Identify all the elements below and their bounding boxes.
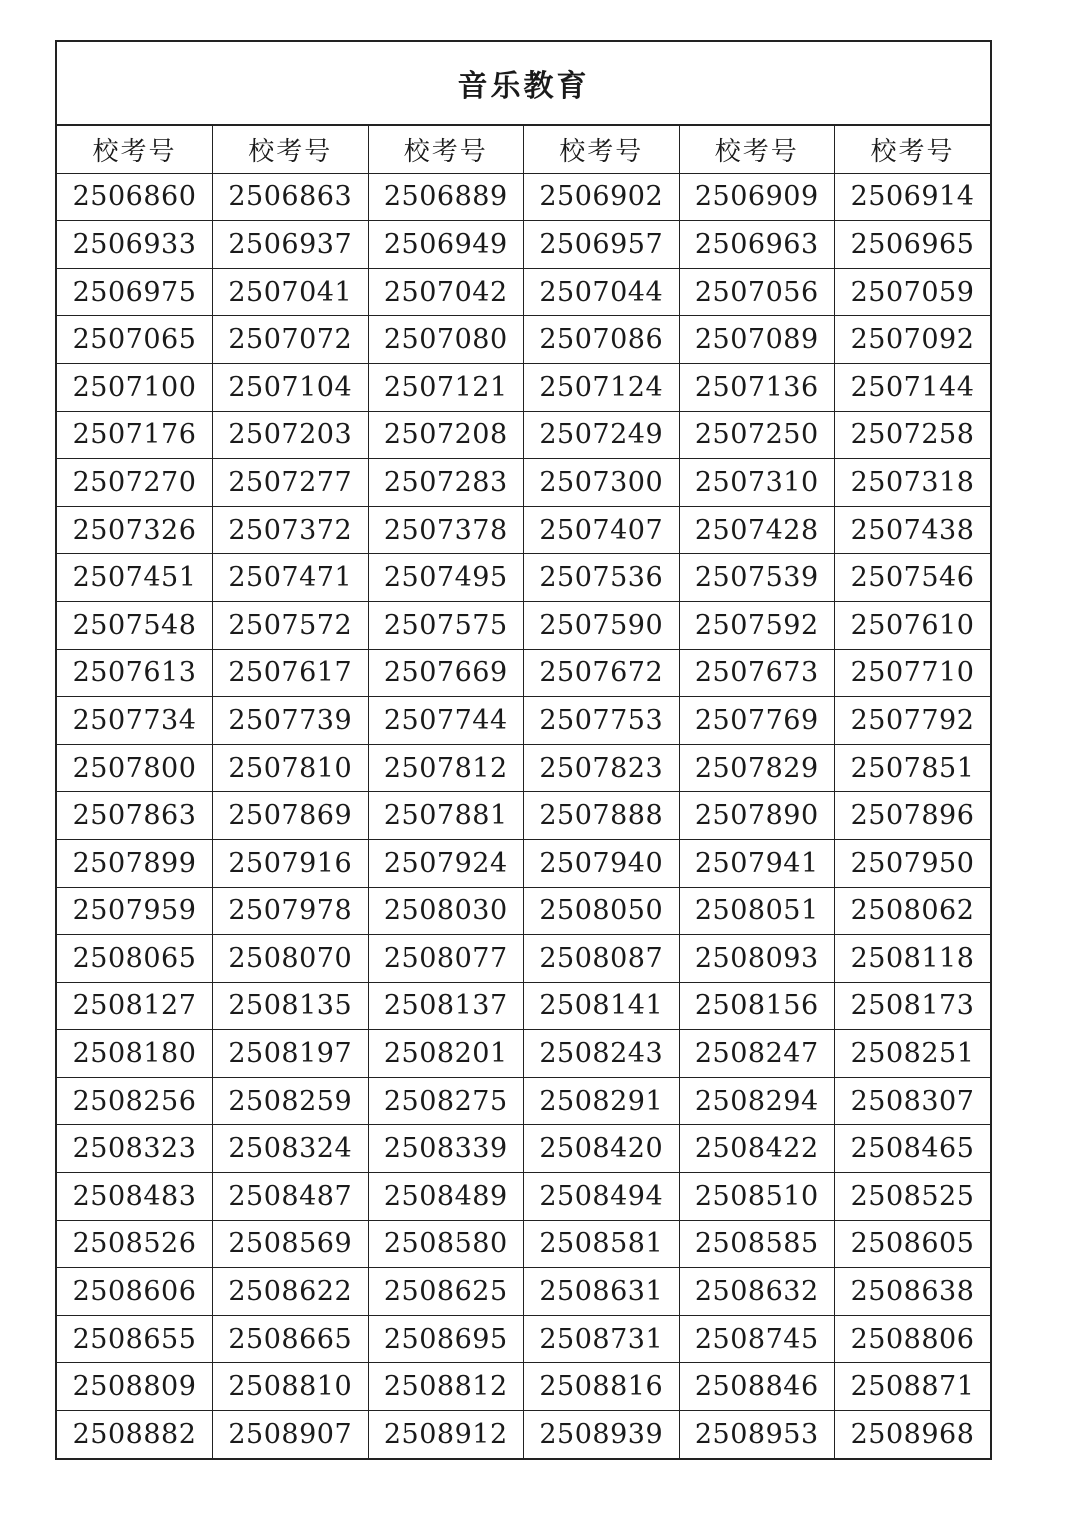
exam-number-cell: 2507769 (679, 697, 835, 745)
exam-number-cell: 2507812 (368, 744, 524, 792)
exam-number-cell: 2508324 (213, 1125, 369, 1173)
exam-number-cell: 2507100 (57, 363, 213, 411)
exam-number-cell: 2506863 (213, 173, 369, 221)
exam-number-cell: 2507959 (57, 887, 213, 935)
exam-number-cell: 2506909 (679, 173, 835, 221)
exam-number-cell: 2507092 (835, 316, 991, 364)
exam-number-cell: 2507669 (368, 649, 524, 697)
exam-number-cell: 2506937 (213, 221, 369, 269)
exam-number-cell: 2508816 (524, 1363, 680, 1411)
exam-number-cell: 2508489 (368, 1173, 524, 1221)
exam-number-cell: 2507372 (213, 506, 369, 554)
exam-number-cell: 2508256 (57, 1077, 213, 1125)
exam-number-cell: 2507753 (524, 697, 680, 745)
exam-number-cell: 2506902 (524, 173, 680, 221)
exam-number-cell: 2508526 (57, 1220, 213, 1268)
exam-number-cell: 2507572 (213, 601, 369, 649)
exam-number-cell: 2508062 (835, 887, 991, 935)
table-row (57, 697, 990, 745)
exam-number-cell: 2508695 (368, 1315, 524, 1363)
table-header (57, 126, 990, 173)
table-row (57, 1030, 990, 1078)
exam-number-cell: 2507896 (835, 792, 991, 840)
exam-number-cell: 2507539 (679, 554, 835, 602)
exam-number-cell: 2507672 (524, 649, 680, 697)
exam-number-cell: 2508939 (524, 1411, 680, 1458)
exam-number-cell: 2508665 (213, 1315, 369, 1363)
table-row (57, 1077, 990, 1125)
column-header: 校考号 (368, 126, 524, 173)
table-row (57, 1268, 990, 1316)
exam-number-cell: 2507042 (368, 268, 524, 316)
exam-number-cell: 2507800 (57, 744, 213, 792)
exam-number-cell: 2508882 (57, 1411, 213, 1458)
exam-number-cell: 2506933 (57, 221, 213, 269)
exam-number-cell: 2507176 (57, 411, 213, 459)
exam-number-cell: 2508655 (57, 1315, 213, 1363)
exam-number-cell: 2507270 (57, 459, 213, 507)
exam-number-cell: 2508968 (835, 1411, 991, 1458)
exam-number-cell: 2508510 (679, 1173, 835, 1221)
table-row (57, 268, 990, 316)
exam-number-cell: 2508051 (679, 887, 835, 935)
exam-number-cell: 2508483 (57, 1173, 213, 1221)
exam-number-cell: 2508631 (524, 1268, 680, 1316)
table-row (57, 839, 990, 887)
exam-number-cell: 2507300 (524, 459, 680, 507)
exam-number-cell: 2507258 (835, 411, 991, 459)
exam-number-cell: 2508638 (835, 1268, 991, 1316)
exam-number-cell: 2508247 (679, 1030, 835, 1078)
exam-number-cell: 2508180 (57, 1030, 213, 1078)
exam-number-cell: 2507829 (679, 744, 835, 792)
exam-number-cell: 2508173 (835, 982, 991, 1030)
table-row (57, 1411, 990, 1458)
exam-number-cell: 2506965 (835, 221, 991, 269)
exam-number-cell: 2508294 (679, 1077, 835, 1125)
exam-number-cell: 2507059 (835, 268, 991, 316)
exam-number-cell: 2508625 (368, 1268, 524, 1316)
exam-number-cell: 2507916 (213, 839, 369, 887)
column-header: 校考号 (679, 126, 835, 173)
exam-number-cell: 2507546 (835, 554, 991, 602)
exam-number-cell: 2508569 (213, 1220, 369, 1268)
table-row (57, 982, 990, 1030)
exam-number-cell: 2508030 (368, 887, 524, 935)
exam-number-cell: 2507144 (835, 363, 991, 411)
exam-number-cell: 2506963 (679, 221, 835, 269)
exam-number-cell: 2508585 (679, 1220, 835, 1268)
exam-number-cell: 2507495 (368, 554, 524, 602)
exam-number-cell: 2508259 (213, 1077, 369, 1125)
exam-number-cell: 2507041 (213, 268, 369, 316)
exam-number-cell: 2507471 (213, 554, 369, 602)
exam-number-cell: 2506949 (368, 221, 524, 269)
exam-number-cell: 2507407 (524, 506, 680, 554)
exam-number-cell: 2507978 (213, 887, 369, 935)
exam-number-cell: 2508622 (213, 1268, 369, 1316)
exam-number-cell: 2508953 (679, 1411, 835, 1458)
exam-number-cell: 2507734 (57, 697, 213, 745)
exam-number-cell: 2507610 (835, 601, 991, 649)
exam-number-cell: 2506957 (524, 221, 680, 269)
exam-number-cell: 2508465 (835, 1125, 991, 1173)
exam-number-cell: 2507089 (679, 316, 835, 364)
table-row (57, 1220, 990, 1268)
exam-number-cell: 2508065 (57, 935, 213, 983)
exam-number-cell: 2508907 (213, 1411, 369, 1458)
exam-number-cell: 2506889 (368, 173, 524, 221)
table-row (57, 649, 990, 697)
exam-number-cell: 2508307 (835, 1077, 991, 1125)
table-row (57, 887, 990, 935)
exam-number-cell: 2507086 (524, 316, 680, 364)
table-row (57, 221, 990, 269)
exam-number-cell: 2507438 (835, 506, 991, 554)
exam-number-cell: 2508494 (524, 1173, 680, 1221)
table-row (57, 1125, 990, 1173)
table-row (57, 316, 990, 364)
exam-number-cell: 2507310 (679, 459, 835, 507)
table-row (57, 173, 990, 221)
exam-number-cell: 2508291 (524, 1077, 680, 1125)
exam-number-cell: 2507869 (213, 792, 369, 840)
exam-number-cell: 2508135 (213, 982, 369, 1030)
exam-number-cell: 2507548 (57, 601, 213, 649)
exam-number-cell: 2507250 (679, 411, 835, 459)
exam-number-cell: 2508197 (213, 1030, 369, 1078)
exam-number-cell: 2508745 (679, 1315, 835, 1363)
exam-number-cell: 2508137 (368, 982, 524, 1030)
exam-number-cell: 2508487 (213, 1173, 369, 1221)
exam-number-cell: 2508912 (368, 1411, 524, 1458)
table-row (57, 411, 990, 459)
table-body (57, 173, 990, 1458)
column-header: 校考号 (57, 126, 213, 173)
exam-number-cell: 2507575 (368, 601, 524, 649)
column-header: 校考号 (524, 126, 680, 173)
exam-number-cell: 2508812 (368, 1363, 524, 1411)
exam-number-cell: 2508323 (57, 1125, 213, 1173)
exam-number-cell: 2508275 (368, 1077, 524, 1125)
column-header: 校考号 (835, 126, 991, 173)
exam-number-cell: 2507378 (368, 506, 524, 554)
exam-number-cell: 2508243 (524, 1030, 680, 1078)
exam-number-cell: 2507124 (524, 363, 680, 411)
column-header: 校考号 (213, 126, 369, 173)
exam-number-cell: 2507739 (213, 697, 369, 745)
exam-number-cell: 2507881 (368, 792, 524, 840)
exam-number-cell: 2507863 (57, 792, 213, 840)
exam-number-cell: 2508871 (835, 1363, 991, 1411)
exam-number-cell: 2507056 (679, 268, 835, 316)
exam-number-cell: 2507283 (368, 459, 524, 507)
table-row (57, 601, 990, 649)
exam-number-cell: 2507899 (57, 839, 213, 887)
table-row (57, 1173, 990, 1221)
exam-number-table (57, 126, 990, 1458)
exam-number-cell: 2507121 (368, 363, 524, 411)
exam-number-cell: 2507941 (679, 839, 835, 887)
exam-number-cell: 2507823 (524, 744, 680, 792)
exam-number-cell: 2508087 (524, 935, 680, 983)
exam-number-cell: 2507318 (835, 459, 991, 507)
exam-number-cell: 2508606 (57, 1268, 213, 1316)
table-row (57, 792, 990, 840)
exam-number-cell: 2507851 (835, 744, 991, 792)
exam-number-cell: 2507890 (679, 792, 835, 840)
exam-number-cell: 2507888 (524, 792, 680, 840)
exam-number-cell: 2507065 (57, 316, 213, 364)
exam-number-cell: 2508339 (368, 1125, 524, 1173)
table-row (57, 459, 990, 507)
exam-number-cell: 2507792 (835, 697, 991, 745)
exam-number-cell: 2507744 (368, 697, 524, 745)
exam-number-sheet (55, 40, 992, 1460)
table-row (57, 744, 990, 792)
table-row (57, 363, 990, 411)
exam-number-cell: 2507590 (524, 601, 680, 649)
exam-number-cell: 2507080 (368, 316, 524, 364)
exam-number-cell: 2507203 (213, 411, 369, 459)
exam-number-cell: 2508846 (679, 1363, 835, 1411)
exam-number-cell: 2508420 (524, 1125, 680, 1173)
exam-number-cell: 2508118 (835, 935, 991, 983)
exam-number-cell: 2507617 (213, 649, 369, 697)
table-row (57, 935, 990, 983)
exam-number-cell: 2508201 (368, 1030, 524, 1078)
exam-number-cell: 2508632 (679, 1268, 835, 1316)
exam-number-cell: 2507613 (57, 649, 213, 697)
exam-number-cell: 2508070 (213, 935, 369, 983)
exam-number-cell: 2507136 (679, 363, 835, 411)
exam-number-cell: 2508731 (524, 1315, 680, 1363)
table-row (57, 554, 990, 602)
exam-number-cell: 2508809 (57, 1363, 213, 1411)
exam-number-cell: 2506914 (835, 173, 991, 221)
exam-number-cell: 2507428 (679, 506, 835, 554)
header-row (57, 126, 990, 173)
table-row (57, 1363, 990, 1411)
exam-number-cell: 2507924 (368, 839, 524, 887)
exam-number-cell: 2508810 (213, 1363, 369, 1411)
exam-number-cell: 2508141 (524, 982, 680, 1030)
exam-number-cell: 2507451 (57, 554, 213, 602)
exam-number-cell: 2508525 (835, 1173, 991, 1221)
exam-number-cell: 2507249 (524, 411, 680, 459)
exam-number-cell: 2506860 (57, 173, 213, 221)
table-row (57, 1315, 990, 1363)
exam-number-cell: 2508581 (524, 1220, 680, 1268)
exam-number-cell: 2508422 (679, 1125, 835, 1173)
exam-number-cell: 2508251 (835, 1030, 991, 1078)
table-title: 音乐教育 (57, 42, 990, 126)
exam-number-cell: 2506975 (57, 268, 213, 316)
exam-number-cell: 2507326 (57, 506, 213, 554)
exam-number-cell: 2507277 (213, 459, 369, 507)
exam-number-cell: 2508077 (368, 935, 524, 983)
exam-number-cell: 2508093 (679, 935, 835, 983)
exam-number-cell: 2507592 (679, 601, 835, 649)
exam-number-cell: 2507072 (213, 316, 369, 364)
exam-number-cell: 2508050 (524, 887, 680, 935)
exam-number-cell: 2508580 (368, 1220, 524, 1268)
exam-number-cell: 2508127 (57, 982, 213, 1030)
exam-number-cell: 2507673 (679, 649, 835, 697)
exam-number-cell: 2508806 (835, 1315, 991, 1363)
exam-number-cell: 2507810 (213, 744, 369, 792)
exam-number-cell: 2508156 (679, 982, 835, 1030)
exam-number-cell: 2507104 (213, 363, 369, 411)
table-row (57, 506, 990, 554)
exam-number-cell: 2507950 (835, 839, 991, 887)
exam-number-cell: 2507940 (524, 839, 680, 887)
exam-number-cell: 2508605 (835, 1220, 991, 1268)
exam-number-cell: 2507710 (835, 649, 991, 697)
exam-number-cell: 2507208 (368, 411, 524, 459)
exam-number-cell: 2507044 (524, 268, 680, 316)
exam-number-cell: 2507536 (524, 554, 680, 602)
